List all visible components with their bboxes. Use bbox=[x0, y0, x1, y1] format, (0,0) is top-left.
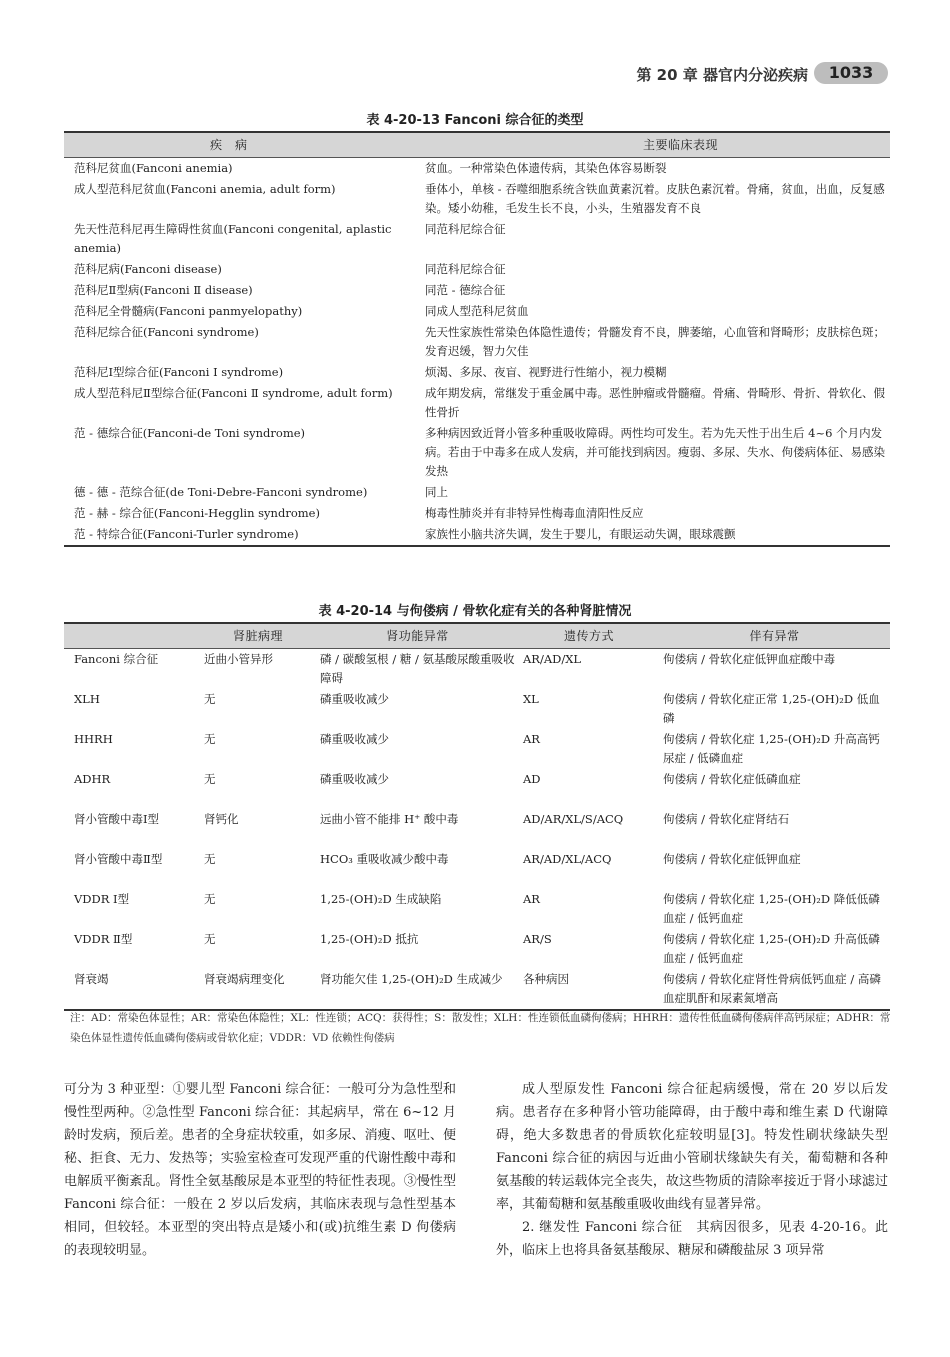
table-cell: 范科尼病(Fanconi disease) bbox=[74, 262, 222, 276]
table-cell: 佝偻病 / 骨软化症低钾血症酸中毒 bbox=[663, 652, 836, 666]
table-row bbox=[64, 383, 890, 423]
table-cell: 肾衰竭 bbox=[64, 969, 200, 1010]
table-row bbox=[64, 769, 890, 809]
table-cell: 德 - 德 - 范综合征(de Toni-Debre-Fanconi syndrome) bbox=[74, 485, 368, 499]
table-cell: 肾小管酸中毒Ⅱ型 bbox=[74, 852, 163, 866]
table-cell: 肾钙化 bbox=[204, 812, 239, 826]
table2-header-inheritance: 遗传方式 bbox=[519, 623, 659, 649]
rickets-renal-table bbox=[64, 622, 890, 1011]
table-cell: HCO₃ 重吸收减少酸中毒 bbox=[320, 852, 449, 866]
table2-header-function: 肾功能异常 bbox=[316, 623, 519, 649]
table-cell: 磷重吸收减少 bbox=[320, 772, 389, 786]
table-cell: 佝偻病 / 骨软化症低磷血症 bbox=[663, 772, 801, 786]
table-cell: 家族性小脑共济失调，发生于婴儿，有眼运动失调，眼球震颤 bbox=[421, 524, 890, 546]
body-paragraph: 可分为 3 种亚型：①婴儿型 Fanconi 综合征：一般可分为急性型和慢性型两种。②急性型 Fanconi 综合征：其起病早，常在 6~12 月龄时发病，预后差。患者的全身症状较重，如多尿、消瘦、呕吐、便秘、拒食、无力、发热等；实验室检查可发现严重的代谢性酸中毒和电解质平衡紊乱。肾性全氨基酸尿是本亚型的特征性表现。③慢性型 Fanconi 综合征：一般在 2 岁以后发病，其临床表现与急性型基本相同，但较轻。本亚型的突出特点是矮小和(或)抗维生素 D 佝偻病的表现较明显。 bbox=[64, 1082, 456, 1258]
table-cell: 肾小管酸中毒Ⅰ型 bbox=[74, 812, 160, 826]
table-row bbox=[64, 729, 890, 769]
table-cell: 佝偻病 / 骨软化症肾性骨病低钙血症 / 高磷血症肌酐和尿素氮增高 bbox=[659, 969, 890, 1010]
table-cell: 佝偻病 / 骨软化症 1,25-(OH)₂D 升高高钙尿症 / 低磷血症 bbox=[663, 732, 880, 765]
table-cell: 1,25-(OH)₂D 抵抗 bbox=[320, 932, 419, 946]
table-cell: 梅毒性肺炎并有非特异性梅毒血清阳性反应 bbox=[425, 506, 644, 520]
table-cell: VDDR Ⅰ型 bbox=[74, 892, 130, 906]
table-cell: 先天性家族性常染色体隐性遗传；骨髓发育不良，脾萎缩，心血管和肾畸形；皮肤棕色斑；发育迟缓，智力欠佳 bbox=[425, 325, 885, 358]
table-cell: 同范 - 德综合征 bbox=[425, 283, 506, 297]
table-cell: 1,25-(OH)₂D 生成缺陷 bbox=[320, 892, 442, 906]
table-cell: 同范科尼综合征 bbox=[425, 222, 506, 236]
table-cell: 磷 / 碳酸氢根 / 糖 / 氨基酸尿酸重吸收障碍 bbox=[320, 652, 515, 685]
table2-note: 注：AD：常染色体显性；AR：常染色体隐性；XL：性连锁；ACQ：获得性；S：散发性；XLH：性连锁低血磷佝偻病；HHRH：遗传性低血磷佝偻病伴高钙尿症；ADHR：常染色体显性遗传低血磷佝偻病或骨软化症；VDDR：VD 依赖性佝偻病 bbox=[70, 1012, 891, 1044]
table1-header-manifestations: 主要临床表现 bbox=[421, 132, 890, 158]
body-left-column bbox=[64, 1078, 456, 1262]
body-right-column bbox=[496, 1078, 888, 1262]
table-cell: AD/AR/XL/S/ACQ bbox=[523, 812, 624, 826]
table-cell: 无 bbox=[204, 892, 216, 906]
table-cell: 垂体小，单核 - 吞噬细胞系统含铁血黄素沉着。皮肤色素沉着。骨痛，贫血，出血，反复感染。矮小幼稚，毛发生长不良，小头，生殖器发育不良 bbox=[425, 182, 885, 215]
table-cell: 贫血。一种常染色体遗传病，其染色体容易断裂 bbox=[425, 161, 667, 175]
table1-caption: 表 4-20-13 Fanconi 综合征的类型 bbox=[366, 113, 584, 128]
table-cell: AR/AD/XL bbox=[523, 652, 582, 666]
table-cell: XLH bbox=[74, 692, 100, 706]
page-header bbox=[0, 62, 950, 88]
table-cell: XL bbox=[523, 692, 539, 706]
table2-header-condition bbox=[64, 623, 200, 649]
table-row bbox=[64, 809, 890, 849]
table-cell: 范科尼Ⅰ型综合征(Fanconi Ⅰ syndrome) bbox=[74, 365, 284, 379]
table-row bbox=[64, 301, 890, 322]
table-cell: AR/S bbox=[523, 932, 552, 946]
table-row bbox=[64, 362, 890, 383]
table-cell: VDDR Ⅱ型 bbox=[74, 932, 133, 946]
table-cell: 无 bbox=[204, 692, 216, 706]
table-cell: 无 bbox=[204, 772, 216, 786]
table-cell: 成人型范科尼Ⅱ型综合征(Fanconi Ⅱ syndrome, adult form) bbox=[74, 386, 393, 400]
table-row bbox=[64, 849, 890, 889]
table-cell: 成年期发病，常继发于重金属中毒。恶性肿瘤或骨髓瘤。骨痛、骨畸形、骨折、骨软化、假性骨折 bbox=[425, 386, 885, 419]
table-cell: 范 - 德综合征(Fanconi-de Toni syndrome) bbox=[74, 426, 306, 440]
table-row bbox=[64, 280, 890, 301]
page-number: 1033 bbox=[814, 62, 888, 84]
table-cell: Fanconi 综合征 bbox=[74, 652, 159, 666]
table-row bbox=[64, 423, 890, 482]
table-row bbox=[64, 649, 890, 690]
table-row bbox=[64, 482, 890, 503]
table-cell: 佝偻病 / 骨软化症肾结石 bbox=[663, 812, 790, 826]
table2-header-pathology: 肾脏病理 bbox=[200, 623, 316, 649]
table-row bbox=[64, 259, 890, 280]
table-cell: AR bbox=[523, 732, 540, 746]
table-row bbox=[64, 929, 890, 969]
table-cell: 无 bbox=[204, 852, 216, 866]
table-row bbox=[64, 689, 890, 729]
table-row bbox=[64, 179, 890, 219]
table-cell: AR bbox=[523, 892, 540, 906]
table-cell: 范科尼贫血(Fanconi anemia) bbox=[74, 161, 233, 175]
table-cell: 同上 bbox=[425, 485, 448, 499]
table-row bbox=[64, 219, 890, 259]
table-cell: 各种病因 bbox=[519, 969, 659, 1010]
table-cell: 佝偻病 / 骨软化症正常 1,25-(OH)₂D 低血磷 bbox=[663, 692, 880, 725]
table-row bbox=[64, 158, 890, 180]
table-cell: 成人型范科尼贫血(Fanconi anemia, adult form) bbox=[74, 182, 336, 196]
fanconi-types-table bbox=[64, 131, 890, 547]
table-cell: 先天性范科尼再生障碍性贫血(Fanconi congenital, aplastic anemia) bbox=[74, 222, 392, 255]
table-cell: 同成人型范科尼贫血 bbox=[425, 304, 529, 318]
table-cell: 肾功能欠佳 1,25-(OH)₂D 生成减少 bbox=[316, 969, 519, 1010]
table-cell: 多种病因致近肾小管多种重吸收障碍。两性均可发生。若为先天性于出生后 4~6 个月内发病。若由于中毒多在成人发病，并可能找到病因。瘦弱、多尿、失水、佝偻病体征、易感染发热 bbox=[425, 426, 885, 478]
table-cell: 范 - 特综合征(Fanconi-Turler syndrome) bbox=[64, 524, 421, 546]
table-cell: 范 - 赫 - 综合征(Fanconi-Hegglin syndrome) bbox=[74, 506, 320, 520]
table-cell: 远曲小管不能排 H⁺ 酸中毒 bbox=[320, 812, 459, 826]
table-cell: 无 bbox=[204, 932, 216, 946]
table-cell: 范科尼Ⅱ型病(Fanconi Ⅱ disease) bbox=[74, 283, 253, 297]
table-cell: 近曲小管异形 bbox=[204, 652, 273, 666]
table-cell: 无 bbox=[204, 732, 216, 746]
table2-header-associated: 伴有异常 bbox=[659, 623, 890, 649]
table-cell: AD bbox=[523, 772, 541, 786]
chapter-title: 第 20 章 器官内分泌疾病 bbox=[636, 66, 808, 84]
table-cell: 范科尼综合征(Fanconi syndrome) bbox=[74, 325, 259, 339]
table-row bbox=[64, 503, 890, 524]
table-cell: 磷重吸收减少 bbox=[320, 732, 389, 746]
table-cell: 烦渴、多尿、夜盲、视野进行性缩小，视力模糊 bbox=[425, 365, 667, 379]
table2-caption: 表 4-20-14 与佝偻病 / 骨软化症有关的各种肾脏情况 bbox=[318, 604, 632, 619]
table1-header-disease: 疾 病 bbox=[64, 132, 421, 158]
table-row bbox=[64, 889, 890, 929]
table-cell: ADHR bbox=[74, 772, 111, 786]
table-cell: 肾衰竭病理变化 bbox=[200, 969, 316, 1010]
table-cell: 佝偻病 / 骨软化症低钾血症 bbox=[663, 852, 801, 866]
table-row bbox=[64, 969, 890, 1010]
table-cell: 同范科尼综合征 bbox=[425, 262, 506, 276]
table-cell: 磷重吸收减少 bbox=[320, 692, 389, 706]
body-paragraph: 2. 继发性 Fanconi 综合征 其病因很多，见表 4-20-16。此外，临床上也将具备氨基酸尿、糖尿和磷酸盐尿 3 项异常 bbox=[496, 1220, 888, 1258]
body-paragraph: 成人型原发性 Fanconi 综合征起病缓慢，常在 20 岁以后发病。患者存在多种肾小管功能障碍，由于酸中毒和维生素 D 代谢障碍，绝大多数患者的骨质软化症较明显[3]。特发性刷状缘缺失型 Fanconi 综合征的病因与近曲小管刷状缘缺失有关，葡萄糖和各种氨基酸的转运载体完全丧失，故这些物质的清除率接近于肾小球滤过率，其葡萄糖和氨基酸重吸收曲线有显著异常。 bbox=[496, 1082, 888, 1212]
table-row bbox=[64, 322, 890, 362]
table-cell: HHRH bbox=[74, 732, 113, 746]
table-cell: 范科尼全骨髓病(Fanconi panmyelopathy) bbox=[74, 304, 303, 318]
table-cell: 佝偻病 / 骨软化症 1,25-(OH)₂D 升高低磷血症 / 低钙血症 bbox=[663, 932, 880, 965]
table-cell: AR/AD/XL/ACQ bbox=[523, 852, 612, 866]
table-cell: 佝偻病 / 骨软化症 1,25-(OH)₂D 降低低磷血症 / 低钙血症 bbox=[663, 892, 880, 925]
table-row bbox=[64, 524, 890, 546]
